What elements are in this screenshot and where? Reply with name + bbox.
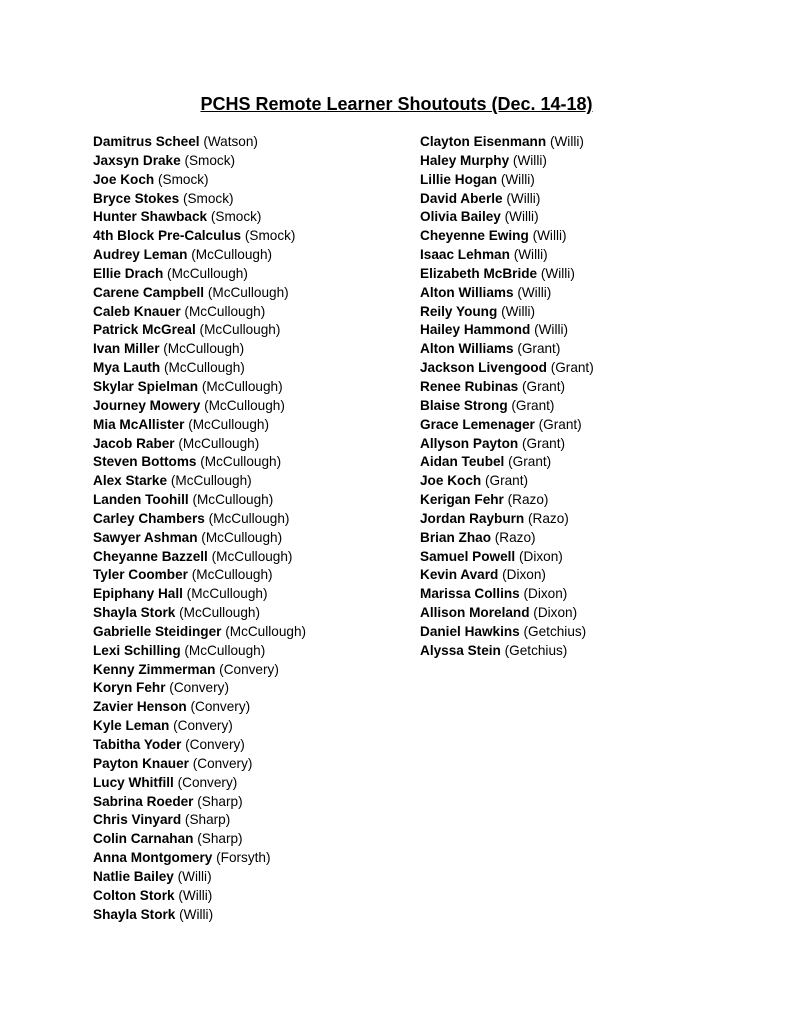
student-name: David Aberle [420, 190, 503, 206]
teacher-name: (Smock) [210, 209, 262, 225]
student-name: Anna Montgomery [93, 850, 213, 866]
teacher-name: (Smock) [182, 190, 234, 206]
teacher-name: (McCullough) [211, 548, 293, 564]
student-name: Hailey Hammond [420, 322, 531, 338]
shoutout-entry [420, 208, 594, 227]
shoutout-entry [420, 623, 594, 642]
shoutout-entry [93, 472, 306, 491]
teacher-name: (McCullough) [200, 454, 282, 470]
shoutout-entry [93, 359, 306, 378]
student-name: Hunter Shawback [93, 209, 208, 225]
teacher-name: (Willi) [517, 284, 552, 300]
shoutout-entry [420, 642, 594, 661]
student-name: Landen Toohill [93, 492, 189, 508]
teacher-name: (Smock) [244, 228, 296, 244]
student-name: Allyson Payton [420, 435, 519, 451]
student-name: Shayla Stork [93, 906, 176, 922]
student-name: Tabitha Yoder [93, 737, 182, 752]
shoutout-entry [93, 529, 306, 548]
shoutout-entry [93, 152, 306, 171]
teacher-name: (McCullough) [167, 265, 248, 281]
shoutout-entry [420, 246, 594, 265]
shoutout-entry [420, 340, 594, 359]
teacher-name: (McCullough) [188, 416, 270, 432]
shoutout-entry [93, 133, 306, 152]
teacher-name: (Convery) [173, 718, 233, 734]
student-name: Clayton Eisenmann [420, 134, 547, 149]
teacher-name: (Willi) [178, 887, 213, 903]
teacher-name: (Convery) [169, 680, 229, 696]
teacher-name: (Willi) [179, 906, 214, 922]
shoutout-entry [93, 246, 306, 265]
student-name: Lillie Hogan [420, 171, 498, 187]
teacher-name: (Smock) [157, 171, 209, 187]
student-name: Carley Chambers [93, 510, 205, 526]
shoutout-entry [420, 284, 594, 303]
student-name: Alex Starke [93, 473, 168, 489]
teacher-name: (Getchius) [504, 642, 568, 658]
teacher-name: (McCullough) [186, 586, 268, 602]
shoutout-entry [93, 227, 306, 246]
student-name: Elizabeth McBride [420, 265, 538, 281]
student-name: Carene Campbell [93, 284, 205, 300]
teacher-name: (Willi) [501, 303, 536, 319]
student-name: Renee Rubinas [420, 378, 519, 394]
teacher-name: (Sharp) [184, 812, 231, 828]
shoutout-entry [93, 397, 306, 416]
teacher-name: (Willi) [504, 209, 539, 225]
teacher-name: (Willi) [506, 190, 541, 206]
student-name: Colton Stork [93, 887, 175, 903]
teacher-name: (Grant) [538, 416, 582, 432]
student-name: Journey Mowery [93, 397, 201, 413]
teacher-name: (Dixon) [523, 586, 568, 602]
shoutout-entry [93, 510, 306, 529]
shoutout-entry [420, 171, 594, 190]
student-name: Jackson Livengood [420, 360, 547, 376]
student-name: Lucy Whitfill [93, 774, 174, 790]
shoutout-entry [93, 604, 306, 623]
teacher-name: (McCullough) [191, 567, 273, 583]
student-name: Sawyer Ashman [93, 529, 198, 545]
student-name: Damitrus Scheel [93, 134, 200, 149]
shoutout-entry [93, 416, 306, 435]
student-name: Samuel Powell [420, 548, 516, 564]
teacher-name: (McCullough) [204, 397, 285, 413]
shoutout-entry [93, 378, 306, 397]
teacher-name: (Smock) [184, 152, 236, 168]
shoutout-entry [420, 378, 594, 397]
teacher-name: (Convery) [192, 755, 253, 771]
shoutout-entry [93, 698, 306, 717]
teacher-name: (McCullough) [207, 284, 289, 300]
shoutout-entry [420, 416, 594, 435]
teacher-name: (Grant) [484, 473, 529, 489]
shoutout-entry [93, 849, 306, 868]
student-name: 4th Block Pre-Calculus [93, 228, 242, 244]
student-name: Kerigan Fehr [420, 492, 504, 508]
student-name: Reily Young [420, 303, 498, 319]
left-name-list [93, 133, 306, 924]
shoutout-entry [93, 679, 306, 698]
shoutout-entry [420, 585, 594, 604]
student-name: Ivan Miller [93, 341, 160, 357]
shoutout-entry [420, 190, 594, 209]
teacher-name: (Razo) [494, 529, 536, 545]
shoutout-entry [93, 811, 306, 830]
shoutout-entry [93, 623, 306, 642]
student-name: Bryce Stokes [93, 190, 180, 206]
teacher-name: (Willi) [532, 228, 567, 244]
teacher-name: (Grant) [521, 378, 566, 394]
student-name: Alton Williams [420, 284, 514, 300]
student-name: Patrick McGreal [93, 322, 196, 338]
shoutout-entry [420, 321, 594, 340]
student-name: Jaxsyn Drake [93, 152, 181, 168]
teacher-name: (McCullough) [191, 247, 273, 263]
teacher-name: (McCullough) [192, 492, 274, 508]
student-name: Haley Murphy [420, 152, 510, 168]
student-name: Koryn Fehr [93, 680, 166, 696]
shoutout-entry [420, 359, 594, 378]
student-name: Skylar Spielman [93, 378, 199, 394]
shoutout-entry [420, 435, 594, 454]
student-name: Jordan Rayburn [420, 510, 525, 526]
teacher-name: (Sharp) [197, 831, 243, 847]
teacher-name: (Grant) [517, 341, 561, 357]
shoutout-entry [93, 265, 306, 284]
teacher-name: (Convery) [219, 661, 279, 677]
page-title: PCHS Remote Learner Shoutouts (Dec. 14-18) [200, 94, 593, 114]
shoutout-entry [93, 321, 306, 340]
shoutout-entry [93, 435, 306, 454]
teacher-name: (Sharp) [197, 793, 243, 809]
shoutout-entry [93, 736, 306, 755]
student-name: Natlie Bailey [93, 868, 174, 884]
teacher-name: (Convery) [190, 699, 251, 715]
teacher-name: (Willi) [177, 868, 212, 884]
student-name: Caleb Knauer [93, 303, 181, 319]
right-name-list [420, 133, 594, 661]
shoutout-entry [420, 227, 594, 246]
student-name: Audrey Leman [93, 247, 188, 263]
shoutout-entry [93, 830, 306, 849]
teacher-name: (McCullough) [178, 435, 260, 451]
teacher-name: (Forsyth) [216, 850, 271, 866]
teacher-name: (McCullough) [201, 529, 283, 545]
student-name: Epiphany Hall [93, 586, 183, 602]
student-name: Sabrina Roeder [93, 793, 194, 809]
shoutout-entry [420, 453, 594, 472]
teacher-name: (Dixon) [502, 567, 546, 583]
shoutout-entry [420, 472, 594, 491]
teacher-name: (Grant) [511, 397, 555, 413]
teacher-name: (Convery) [177, 774, 238, 790]
shoutout-entry [420, 566, 594, 585]
student-name: Steven Bottoms [93, 454, 197, 470]
student-name: Kyle Leman [93, 718, 170, 734]
shoutout-entry [93, 340, 306, 359]
teacher-name: (McCullough) [201, 378, 283, 394]
shoutout-entry [93, 491, 306, 510]
student-name: Daniel Hawkins [420, 623, 520, 639]
student-name: Ellie Drach [93, 265, 164, 281]
shoutout-entry [420, 491, 594, 510]
teacher-name: (McCullough) [184, 303, 266, 319]
shoutout-entry [420, 133, 594, 152]
student-name: Cheyanne Bazzell [93, 548, 208, 564]
teacher-name: (Razo) [528, 510, 569, 526]
teacher-name: (McCullough) [184, 642, 266, 658]
teacher-name: (Dixon) [533, 605, 578, 621]
shoutout-entry [93, 642, 306, 661]
teacher-name: (McCullough) [163, 341, 245, 357]
student-name: Zavier Henson [93, 699, 187, 715]
shoutout-entry [420, 510, 594, 529]
teacher-name: (Convery) [185, 737, 245, 752]
shoutout-entry [93, 774, 306, 793]
shoutout-entry [420, 303, 594, 322]
student-name: Payton Knauer [93, 755, 189, 771]
student-name: Lexi Schilling [93, 642, 181, 658]
shoutout-entry [93, 661, 306, 680]
student-name: Jacob Raber [93, 435, 175, 451]
student-name: Tyler Coomber [93, 567, 188, 583]
shoutout-entry [420, 265, 594, 284]
student-name: Allison Moreland [420, 605, 530, 621]
shoutout-entry [93, 190, 306, 209]
teacher-name: (Getchius) [523, 623, 587, 639]
student-name: Kenny Zimmerman [93, 661, 216, 677]
student-name: Olivia Bailey [420, 209, 501, 225]
shoutout-entry [93, 548, 306, 567]
shoutout-entry [93, 887, 306, 906]
student-name: Gabrielle Steidinger [93, 623, 222, 639]
teacher-name: (Willi) [513, 247, 548, 263]
teacher-name: (McCullough) [208, 510, 290, 526]
student-name: Joe Koch [420, 473, 482, 489]
student-name: Colin Carnahan [93, 831, 194, 847]
teacher-name: (McCullough) [164, 360, 245, 376]
teacher-name: (Willi) [549, 134, 584, 149]
shoutout-entry [93, 303, 306, 322]
student-name: Joe Koch [93, 171, 155, 187]
teacher-name: (Dixon) [518, 548, 563, 564]
teacher-name: (McCullough) [170, 473, 252, 489]
teacher-name: (Grant) [521, 435, 566, 451]
shoutout-entry [93, 868, 306, 887]
student-name: Mia McAllister [93, 416, 185, 432]
shoutout-entry [93, 585, 306, 604]
shoutout-entry [420, 529, 594, 548]
shoutout-entry [93, 453, 306, 472]
teacher-name: (McCullough) [199, 322, 281, 338]
student-name: Mya Lauth [93, 360, 161, 376]
shoutout-entry [93, 793, 306, 812]
shoutout-entry [93, 208, 306, 227]
student-name: Brian Zhao [420, 529, 491, 545]
student-name: Marissa Collins [420, 586, 520, 602]
shoutout-entry [93, 717, 306, 736]
student-name: Aidan Teubel [420, 454, 505, 470]
teacher-name: (Willi) [540, 265, 575, 281]
shoutout-entry [93, 171, 306, 190]
shoutout-entry [93, 755, 306, 774]
student-name: Grace Lemenager [420, 416, 535, 432]
teacher-name: (McCullough) [179, 605, 260, 621]
student-name: Alton Williams [420, 341, 514, 357]
student-name: Isaac Lehman [420, 247, 510, 263]
shoutout-entry [420, 152, 594, 171]
teacher-name: (Watson) [203, 134, 258, 149]
student-name: Shayla Stork [93, 605, 176, 621]
teacher-name: (Grant) [550, 360, 594, 376]
teacher-name: (McCullough) [225, 623, 307, 639]
shoutout-entry [420, 397, 594, 416]
teacher-name: (Razo) [507, 492, 549, 508]
shoutout-entry [93, 906, 306, 925]
shoutout-entry [420, 548, 594, 567]
shoutout-entry [93, 284, 306, 303]
student-name: Cheyenne Ewing [420, 228, 529, 244]
student-name: Kevin Avard [420, 567, 499, 583]
teacher-name: (Willi) [500, 171, 535, 187]
student-name: Alyssa Stein [420, 642, 501, 658]
student-name: Blaise Strong [420, 397, 508, 413]
teacher-name: (Willi) [512, 152, 547, 168]
student-name: Chris Vinyard [93, 812, 182, 828]
teacher-name: (Grant) [508, 454, 552, 470]
shoutout-entry [93, 566, 306, 585]
teacher-name: (Willi) [534, 322, 569, 338]
shoutout-entry [420, 604, 594, 623]
